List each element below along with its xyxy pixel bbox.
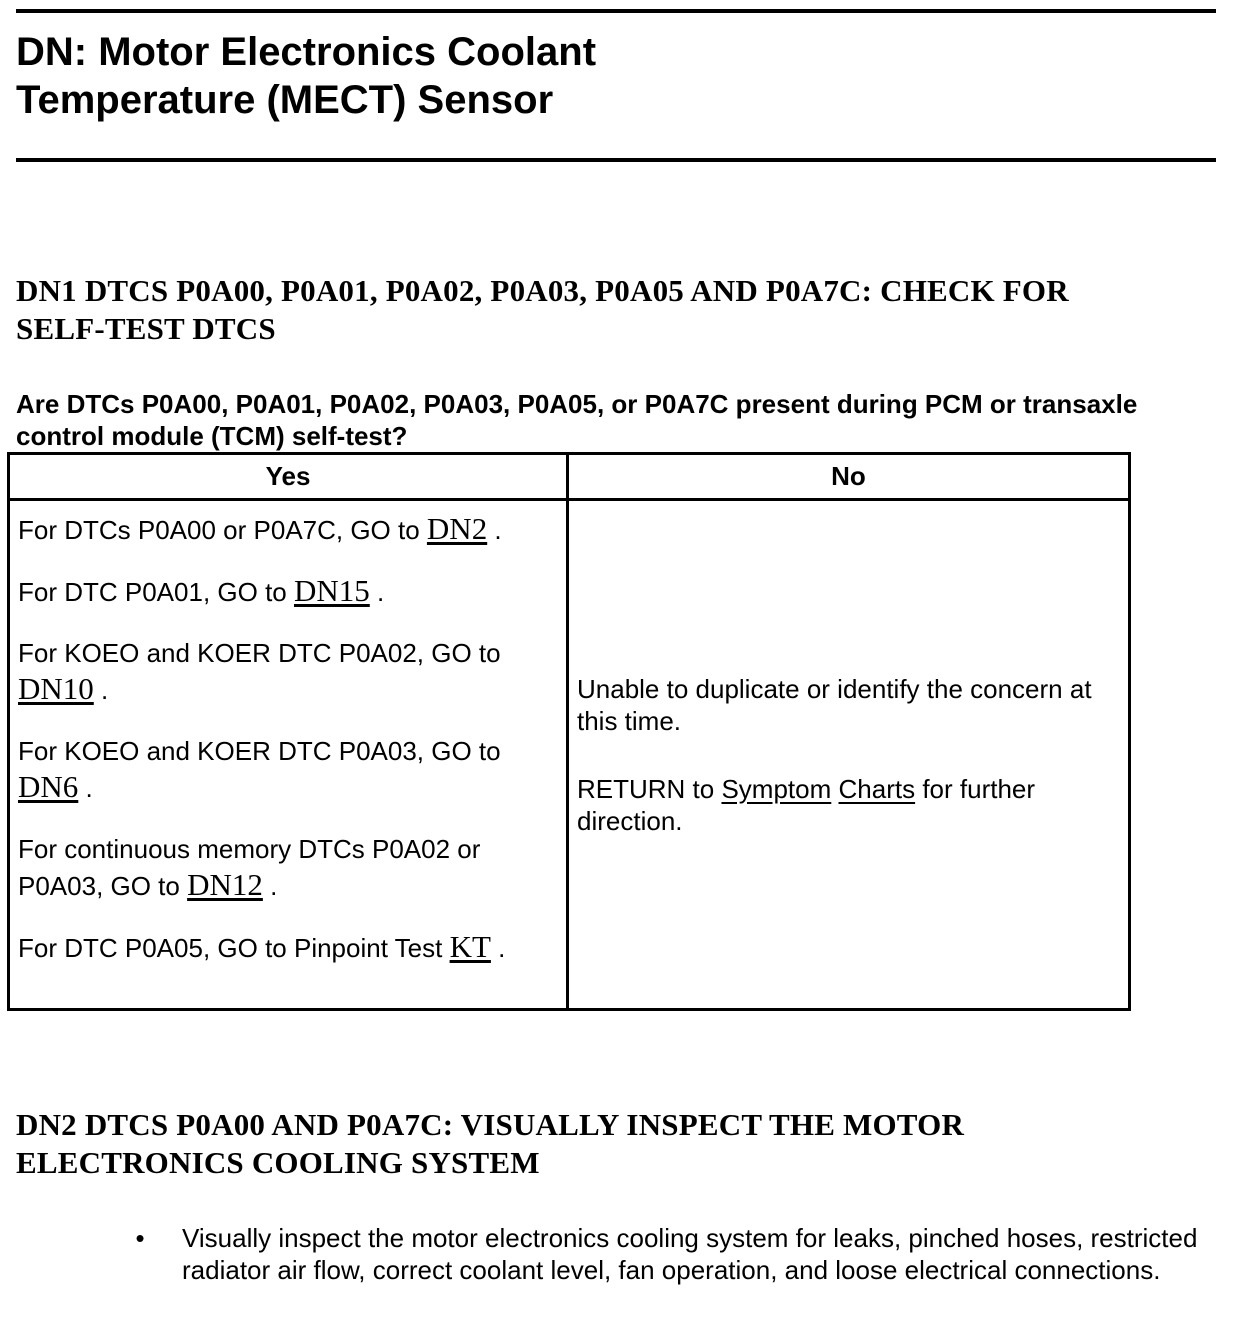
document-title (16, 28, 1116, 124)
yes-item-suffix: . (262, 871, 278, 901)
link-dn12[interactable]: DN12 (187, 867, 263, 902)
yes-item-dn6 (18, 733, 560, 806)
dn2-heading-line-1: DN2 DTCS P0A00 AND P0A7C: VISUALLY INSPECT THE MOTOR (16, 1107, 965, 1142)
answer-table-header-row (9, 454, 1130, 500)
dn2-heading-line-2: ELECTRONICS COOLING SYSTEM (16, 1145, 540, 1180)
dn1-question (16, 388, 1231, 452)
bullet-icon: • (135, 1223, 145, 1253)
yes-cell (9, 500, 568, 1010)
yes-item-text: For DTC P0A05, GO to Pinpoint Test (18, 933, 450, 963)
yes-item-dn2 (18, 511, 560, 548)
yes-item-suffix: . (487, 515, 502, 545)
yes-item-text: For KOEO and KOER DTC P0A03, GO to (18, 736, 501, 766)
column-header-yes: Yes (9, 454, 568, 500)
dn2-bullet-list (130, 1222, 1220, 1286)
yes-item-suffix: . (78, 773, 93, 803)
dn1-question-line-2: control module (TCM) self-test? (16, 421, 408, 451)
yes-item-suffix: . (93, 675, 109, 705)
answer-table-row (9, 500, 1130, 1010)
link-kt[interactable]: KT (449, 929, 491, 964)
inspect-instruction: Visually inspect the motor electronics cooling system for leaks, pinched hoses, restricted radiator air flow, correct coolant level, fan operation, and loose electrical connections. (182, 1223, 1198, 1285)
no-concern-text: Unable to duplicate or identify the concern at this time. (577, 673, 1092, 736)
dn2-heading (16, 1106, 1216, 1182)
link-charts[interactable]: Charts (838, 773, 916, 804)
document-title-line-1: DN: Motor Electronics Coolant (16, 30, 597, 74)
yes-item-dn12 (18, 831, 560, 904)
return-suffix: for further direction. (577, 773, 1036, 836)
dn1-answer-table (7, 452, 1131, 1011)
dn1-question-line-1: Are DTCs P0A00, P0A01, P0A02, P0A03, P0A05, or P0A7C present during PCM or transaxle (16, 389, 1138, 419)
document-title-line-2: Temperature (MECT) Sensor (16, 78, 554, 122)
no-cell (568, 500, 1130, 1010)
yes-item-suffix: . (369, 577, 385, 607)
yes-item-text: For continuous memory DTCs P0A02 or P0A03, GO to (18, 834, 481, 901)
no-return-text (577, 773, 1120, 837)
title-bottom-rule (16, 158, 1216, 162)
link-dn6[interactable]: DN6 (18, 769, 79, 804)
link-dn10[interactable]: DN10 (18, 671, 94, 706)
yes-item-kt (18, 929, 560, 966)
yes-item-suffix: . (490, 933, 506, 963)
column-header-no: No (568, 454, 1130, 500)
link-symptom[interactable]: Symptom (721, 773, 832, 804)
dn1-heading-line-1: DN1 DTCS P0A00, P0A01, P0A02, P0A03, P0A05 AND P0A7C: CHECK FOR (16, 273, 1069, 308)
link-dn2[interactable]: DN2 (426, 511, 488, 546)
yes-item-text: For DTC P0A01, GO to (18, 577, 294, 607)
yes-item-text: For KOEO and KOER DTC P0A02, GO to (18, 638, 501, 668)
dn1-heading (16, 272, 1216, 348)
yes-item-text: For DTCs P0A00 or P0A7C, GO to (18, 515, 427, 545)
yes-item-dn15 (18, 573, 560, 610)
list-item (130, 1222, 1220, 1286)
top-rule (16, 9, 1216, 13)
yes-item-dn10 (18, 635, 560, 708)
dn1-heading-line-2: SELF-TEST DTCS (16, 311, 276, 346)
link-dn15[interactable]: DN15 (293, 573, 370, 608)
return-prefix: RETURN to (577, 773, 722, 804)
